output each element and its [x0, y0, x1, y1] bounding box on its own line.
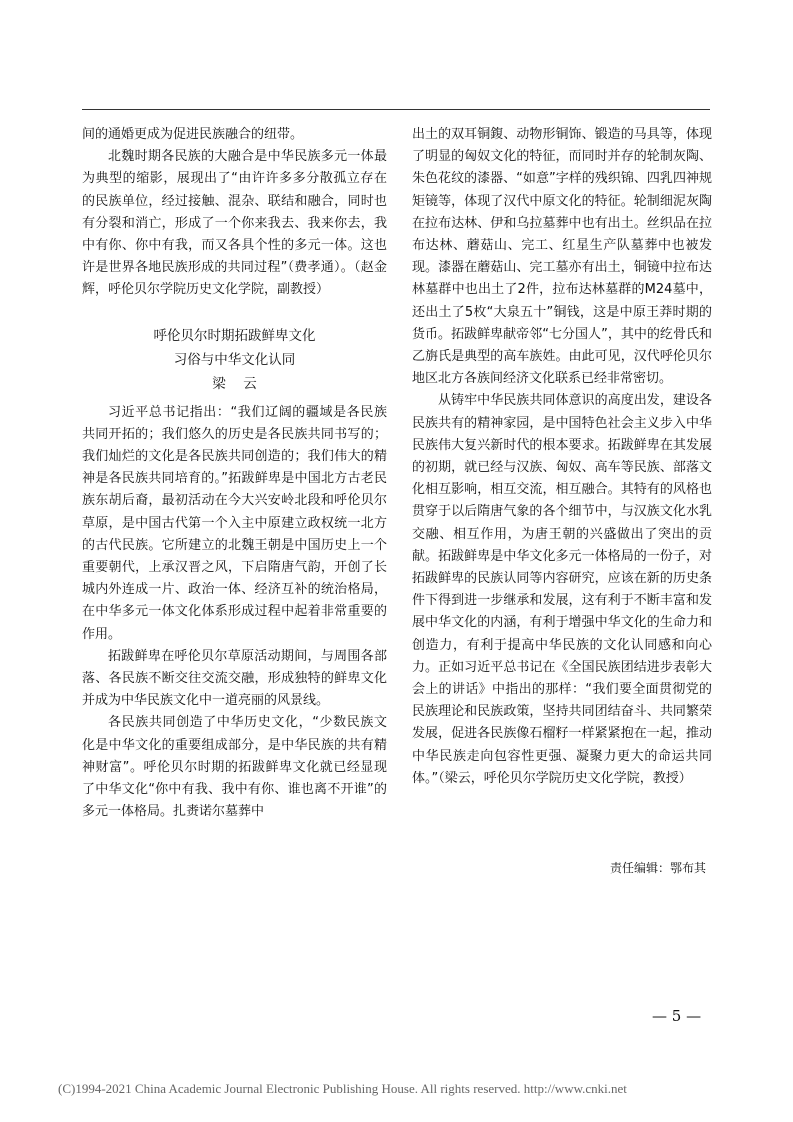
responsible-editor: 责任编辑：鄂布其	[610, 861, 707, 875]
paragraph-shared-culture: 各民族共同创造了中华历史文化，“少数民族文化是中华文化的重要组成部分，是中华民族的共有精神财富”。呼伦贝尔时期的拓跋鲜卑文化就已经显现了中华文化“你中有我、我中有你、谁也离不开谁”的多元一体格局。扎赉诺尔墓葬中	[82, 715, 387, 820]
article-title-line-1: 呼伦贝尔时期拓跋鲜卑文化	[153, 327, 316, 344]
copyright-footer: (C)1994-2021 China Academic Journal Electronic Publishing House. All rights reserved. http://www.cnki.net	[58, 1081, 627, 1096]
paragraph-northern-wei-fusion: 北魏时期各民族的大融合是中华民族多元一体最为典型的缩影，展现出了“由许许多多分散孤立存在的民族单位，经过接触、混杂、联结和融合，同时也有分裂和消亡，形成了一个你来我去、我来你去，我中有你、你中有我，而又各具个性的多元一体。这也许是世界各地民族形成的共同过程”（费孝通）。（赵金辉，呼伦贝尔学院历史文化学院，副教授）	[82, 149, 387, 298]
right-column	[412, 124, 712, 790]
paragraph-archaeological-finds: 出土的双耳铜鍑、动物形铜饰、锻造的马具等，体现了明显的匈奴文化的特征，而同时并存的轮制灰陶、朱色花纹的漆器、“如意”字样的残织锦、四乳四神规矩镜等，体现了汉代中原文化的特征。轮制细泥灰陶在拉布达林、伊和乌拉墓葬中也有出土。丝织品在拉布达林、蘑菇山、完工、红星生产队墓葬中也被发现。漆器在蘑菇山、完工墓亦有出土，铜镜中拉布达林墓群中也出土了2件，拉布达林墓群的M24墓中，还出土了5枚“大泉五十”铜钱，这是中原王莽时期的货币。拓跋鲜卑献帝邻“七分国人”，其中的纥骨氏和乙旃氏是典型的高车族姓。由此可见，汉代呼伦贝尔地区北方各族间经济文化联系已经非常密切。	[412, 127, 712, 387]
article-title	[82, 324, 387, 372]
paragraph-community-consciousness: 从铸牢中华民族共同体意识的高度出发，建设各民族共有的精神家园，是中国特色社会主义步入中华民族伟大复兴新时代的根本要求。拓跋鲜卑在其发展的初期，就已经与汉族、匈奴、高车等民族、部落文化相互影响，相互交流，相互融合。其特有的风格也贯穿于以后隋唐气象的各个细节中，与汉族文化水乳交融、相互作用，为唐王朝的兴盛做出了突出的贡献。拓跋鲜卑是中华文化多元一体格局的一份子，对拓跋鲜卑的民族认同等内容研究，应该在新的历史条件下得到进一步继承和发展，这有利于不断丰富和发展中华文化的内涵，有利于增强中华文化的生命力和创造力，有利于提高中华民族的文化认同感和向心力。正如习近平总书记在《全国民族团结进步表彰大会上的讲话》中指出的那样：“我们要全面贯彻党的民族理论和民族政策，坚持共同团结奋斗、共同繁荣发展，促进各民族像石榴籽一样紧紧抱在一起，推动中华民族走向包容性更强、凝聚力更大的命运共同体。”（梁云，呼伦贝尔学院历史文化学院，教授）	[412, 393, 712, 786]
paragraph-xi-quote: 习近平总书记指出：“我们辽阔的疆域是各民族共同开拓的；我们悠久的历史是各民族共同书写的；我们灿烂的文化是各民族共同创造的；我们伟大的精神是各民族共同培育的。”拓跋鲜卑是中国北方古老民族东胡后裔，最初活动在今大兴安岭北段和呼伦贝尔草原，是中国古代第一个入主中原建立政权统一北方的古代民族。它所建立的北魏王朝是中国历史上一个重要朝代，上承汉晋之风，下启隋唐气韵，开创了长城内外连成一片、政治一体、经济互补的统治格局，在中华多元一体文化体系形成过程中起着非常重要的作用。	[82, 404, 387, 642]
paragraph-continuation: 间的通婚更成为促进民族融合的纽带。	[82, 127, 304, 142]
article-author: 梁云	[212, 375, 275, 392]
article-title-line-2: 习俗与中华文化认同	[173, 351, 296, 368]
left-column	[82, 124, 387, 823]
page-number: — 5 —	[652, 1007, 702, 1025]
header-rule	[82, 109, 710, 110]
paragraph-hulunbuir-activity: 拓跋鲜卑在呼伦贝尔草原活动期间，与周围各部落、各民族不断交往交流交融，形成独特的鲜卑文化并成为中华民族文化中一道亮丽的风景线。	[82, 648, 387, 709]
